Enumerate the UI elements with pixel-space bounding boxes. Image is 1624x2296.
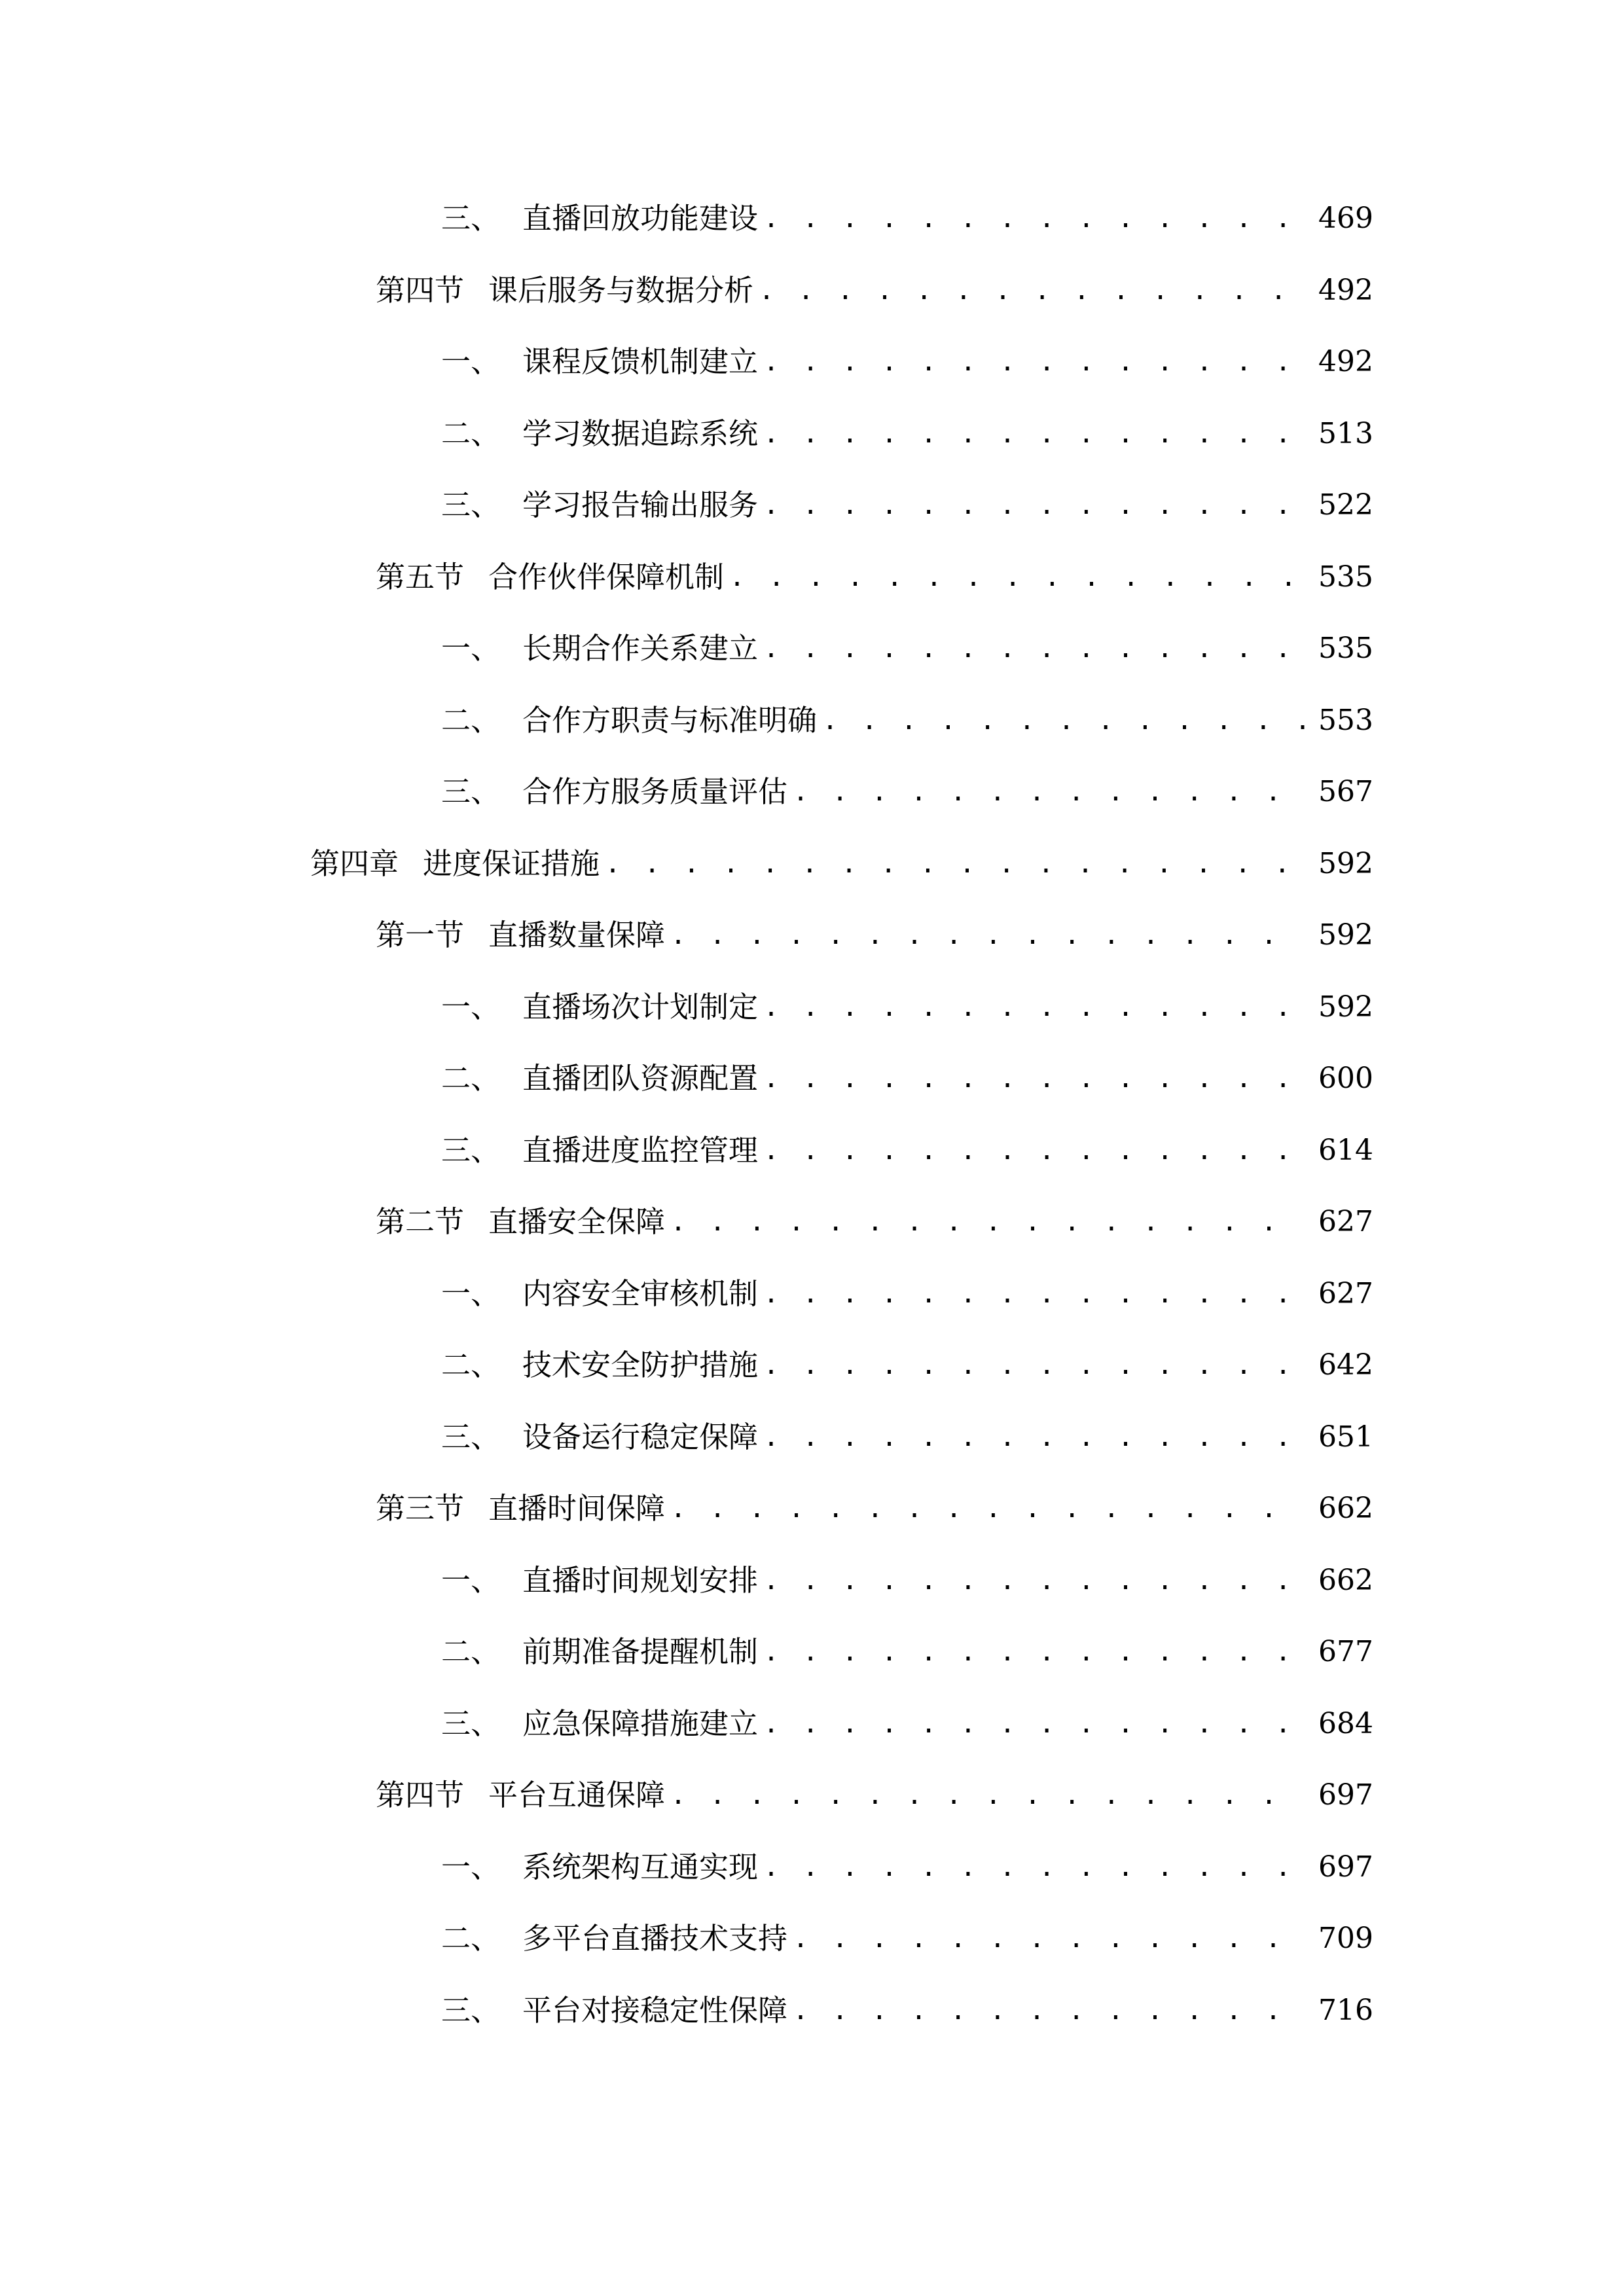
- toc-entry-number: 一、: [441, 1276, 501, 1311]
- toc-entry-title: 直播时间保障: [488, 1491, 666, 1526]
- toc-leader-dots: [763, 1339, 1305, 1391]
- toc-entry[interactable]: [441, 1411, 1373, 1463]
- toc-leader-dots: [729, 551, 1305, 603]
- toc-entry-page: 492: [1318, 274, 1373, 307]
- toc-leader-dots: [763, 336, 1305, 388]
- toc-entry-page: 697: [1318, 1778, 1373, 1812]
- toc-entry-page: 627: [1318, 1277, 1373, 1310]
- toc-entry-title: 设备运行稳定保障: [522, 1420, 759, 1454]
- toc-entry-title: 直播数量保障: [488, 918, 666, 952]
- toc-entry[interactable]: [441, 981, 1373, 1033]
- toc-entry-title: 应急保障措施建立: [522, 1706, 759, 1741]
- toc-entry-number: 第一节: [376, 918, 465, 952]
- toc-entry-page: 522: [1318, 488, 1373, 522]
- toc-entry-page: 492: [1318, 345, 1373, 378]
- toc-entry-page: 677: [1318, 1635, 1373, 1668]
- toc-entry-number: 三、: [441, 1133, 501, 1168]
- toc-entry-title: 前期准备提醒机制: [522, 1634, 759, 1669]
- toc-leader-dots: [763, 622, 1305, 675]
- toc-entry-page: 567: [1318, 775, 1373, 808]
- toc-entry-page: 662: [1318, 1564, 1373, 1597]
- toc-entry[interactable]: [310, 838, 1373, 890]
- toc-leader-dots: [670, 909, 1305, 961]
- toc-entry-number: 第四节: [376, 273, 465, 308]
- toc-entry-title: 直播团队资源配置: [522, 1061, 759, 1096]
- toc-entry-page: 642: [1318, 1348, 1373, 1382]
- toc-entry[interactable]: [441, 1052, 1373, 1105]
- toc-entry[interactable]: [441, 622, 1373, 675]
- toc-entry-number: 二、: [441, 416, 501, 451]
- toc-entry-number: 二、: [441, 1348, 501, 1382]
- toc-entry-number: 三、: [441, 1420, 501, 1454]
- toc-entry-number: 一、: [441, 1850, 501, 1884]
- toc-entry[interactable]: [376, 1769, 1373, 1821]
- toc-entry-title: 直播回放功能建设: [522, 201, 759, 236]
- toc-entry-title: 直播时间规划安排: [522, 1563, 759, 1598]
- toc-entry-number: 一、: [441, 1563, 501, 1598]
- toc-leader-dots: [793, 1912, 1305, 1965]
- toc-entry-page: 651: [1318, 1420, 1373, 1454]
- toc-entry[interactable]: [441, 766, 1373, 818]
- toc-entry-title: 学习报告输出服务: [522, 488, 759, 522]
- toc-entry[interactable]: [376, 1196, 1373, 1248]
- toc-leader-dots: [763, 1554, 1305, 1607]
- toc-entry-number: 一、: [441, 344, 501, 379]
- toc-entry-page: 709: [1318, 1922, 1373, 1955]
- toc-leader-dots: [763, 981, 1305, 1033]
- toc-entry-page: 614: [1318, 1134, 1373, 1167]
- toc-leader-dots: [763, 1052, 1305, 1105]
- toc-entry[interactable]: [441, 1124, 1373, 1177]
- toc-entry-number: 第二节: [376, 1204, 465, 1239]
- toc-leader-dots: [763, 1626, 1305, 1678]
- toc-entry-title: 课后服务与数据分析: [488, 273, 754, 308]
- toc-entry-number: 三、: [441, 1706, 501, 1741]
- toc-entry[interactable]: [441, 336, 1373, 388]
- toc-entry[interactable]: [441, 1912, 1373, 1965]
- toc-leader-dots: [670, 1196, 1305, 1248]
- toc-entry-page: 535: [1318, 560, 1373, 594]
- toc-entry-title: 学习数据追踪系统: [522, 416, 759, 451]
- toc-entry-number: 二、: [441, 1061, 501, 1096]
- toc-entry[interactable]: [441, 192, 1373, 245]
- toc-entry-page: 662: [1318, 1492, 1373, 1525]
- toc-entry[interactable]: [441, 1554, 1373, 1607]
- toc-entry-number: 第四节: [376, 1778, 465, 1812]
- toc-leader-dots: [793, 766, 1305, 818]
- toc-entry-number: 二、: [441, 703, 501, 738]
- toc-entry[interactable]: [441, 1268, 1373, 1320]
- toc-leader-dots: [763, 1268, 1305, 1320]
- toc-entry-number: 三、: [441, 488, 501, 522]
- toc-entry-title: 多平台直播技术支持: [522, 1921, 788, 1956]
- toc-entry-page: 592: [1318, 990, 1373, 1024]
- toc-leader-dots: [763, 1841, 1305, 1893]
- toc-entry-title: 平台互通保障: [488, 1778, 666, 1812]
- toc-leader-dots: [822, 694, 1305, 747]
- toc-entry[interactable]: [441, 1698, 1373, 1750]
- toc-entry[interactable]: [441, 694, 1373, 747]
- toc-entry-number: 三、: [441, 1993, 501, 2028]
- toc-entry-number: 三、: [441, 774, 501, 809]
- toc-entry-page: 513: [1318, 417, 1373, 450]
- toc-entry-page: 592: [1318, 918, 1373, 952]
- toc-leader-dots: [605, 838, 1305, 890]
- toc-entry[interactable]: [376, 1482, 1373, 1535]
- toc-entry-number: 第四章: [310, 846, 399, 881]
- toc-entry-title: 直播安全保障: [488, 1204, 666, 1239]
- toc-leader-dots: [763, 1124, 1305, 1177]
- toc-entry-number: 一、: [441, 990, 501, 1024]
- toc-entry[interactable]: [376, 551, 1373, 603]
- toc-entry[interactable]: [441, 1984, 1373, 2037]
- toc-entry-title: 内容安全审核机制: [522, 1276, 759, 1311]
- toc-leader-dots: [759, 264, 1305, 317]
- toc-leader-dots: [763, 479, 1305, 531]
- toc-entry-title: 系统架构互通实现: [522, 1850, 759, 1884]
- toc-entry-number: 二、: [441, 1634, 501, 1669]
- toc-leader-dots: [670, 1482, 1305, 1535]
- toc-entry[interactable]: [441, 1841, 1373, 1893]
- toc-leader-dots: [763, 408, 1305, 460]
- toc-leader-dots: [763, 1698, 1305, 1750]
- toc-leader-dots: [670, 1769, 1305, 1821]
- toc-entry-title: 技术安全防护措施: [522, 1348, 759, 1382]
- toc-entry[interactable]: [376, 264, 1373, 317]
- toc-entry-number: 第五节: [376, 560, 465, 594]
- toc-leader-dots: [763, 192, 1305, 245]
- toc-entry-title: 平台对接稳定性保障: [522, 1993, 788, 2028]
- toc-entry-page: 600: [1318, 1062, 1373, 1095]
- toc-entry[interactable]: [441, 479, 1373, 531]
- toc-entry-title: 课程反馈机制建立: [522, 344, 759, 379]
- toc-entry-number: 第三节: [376, 1491, 465, 1526]
- toc-entry[interactable]: [376, 909, 1373, 961]
- toc-entry-page: 684: [1318, 1707, 1373, 1740]
- toc-entry[interactable]: [441, 408, 1373, 460]
- toc-entry-title: 进度保证措施: [423, 846, 600, 881]
- toc-entry-page: 716: [1318, 1994, 1373, 2027]
- toc-leader-dots: [763, 1411, 1305, 1463]
- toc-entry[interactable]: [441, 1626, 1373, 1678]
- toc-entry-page: 697: [1318, 1850, 1373, 1884]
- toc-entry-page: 592: [1318, 847, 1373, 880]
- toc-entry-number: 二、: [441, 1921, 501, 1956]
- toc-entry-title: 合作方服务质量评估: [522, 774, 788, 809]
- toc-entry-title: 长期合作关系建立: [522, 631, 759, 666]
- toc-entry-title: 直播进度监控管理: [522, 1133, 759, 1168]
- toc-entry-page: 469: [1318, 202, 1373, 235]
- toc-entry-page: 535: [1318, 632, 1373, 665]
- toc-entry-title: 合作伙伴保障机制: [488, 560, 725, 594]
- toc-leader-dots: [793, 1984, 1305, 2037]
- toc-entry-title: 合作方职责与标准明确: [522, 703, 818, 738]
- toc-entry-number: 三、: [441, 201, 501, 236]
- toc-entry-page: 553: [1318, 704, 1373, 737]
- toc-entry[interactable]: [441, 1339, 1373, 1391]
- toc-entry-number: 一、: [441, 631, 501, 666]
- toc-entry-title: 直播场次计划制定: [522, 990, 759, 1024]
- toc-entry-page: 627: [1318, 1205, 1373, 1238]
